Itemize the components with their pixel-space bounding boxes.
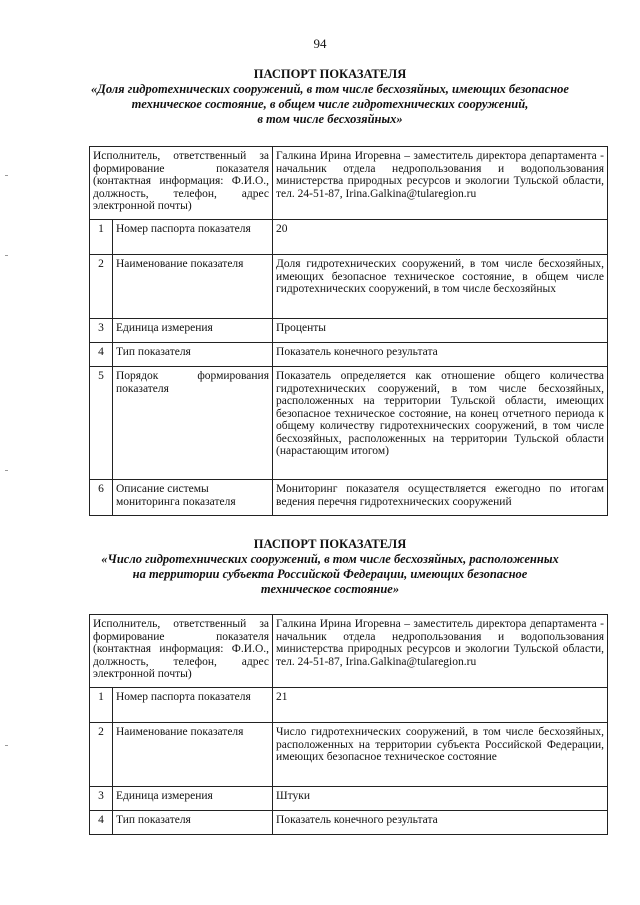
table-row [90, 147, 608, 220]
scan-mark [5, 175, 8, 176]
executor-label: Исполнитель, ответственный за формирование показателя (контактная информация: Ф.И.О., должность, телефон, адрес электронной почты) [90, 147, 273, 220]
scan-mark [5, 255, 8, 256]
table-row [90, 811, 608, 835]
passport1-subtitle-line: «Доля гидротехнических сооружений, в том числе бесхозяйных, имеющих безопасное [91, 82, 569, 96]
row-value: Проценты [273, 319, 608, 343]
passport2-subtitle-line: «Число гидротехнических сооружений, в том числе бесхозяйных, расположенных [101, 552, 559, 566]
row-label: Номер паспорта показателя [113, 220, 273, 255]
table-row [90, 220, 608, 255]
row-value: Показатель конечного результата [273, 811, 608, 835]
passport2-table [89, 614, 608, 835]
table-row [90, 723, 608, 787]
passport1-title [60, 67, 600, 127]
row-label: Наименование показателя [113, 723, 273, 787]
scan-mark [5, 745, 8, 746]
row-value: Штуки [273, 787, 608, 811]
executor-value: Галкина Ирина Игоревна – заместитель директора департамента - начальник отдела недропользования и водопользования министерства природных ресурсов и экологии Тульской области, тел. 24-51-87, Irina.Galkina@tularegion.ru [273, 147, 608, 220]
passport2-title [60, 537, 600, 597]
table-row [90, 255, 608, 319]
row-value: Доля гидротехнических сооружений, в том числе бесхозяйных, имеющих безопасное техническое состояние, в общем числе гидротехнических сооружений, в том числе бесхозяйных [273, 255, 608, 319]
row-label: Тип показателя [113, 343, 273, 367]
passport2-subtitle-line: на территории субъекта Российской Федерации, имеющих безопасное [132, 567, 528, 581]
row-number: 2 [90, 723, 113, 787]
table-row [90, 688, 608, 723]
page-number: 94 [313, 36, 327, 51]
row-number: 3 [90, 787, 113, 811]
row-number: 5 [90, 367, 113, 480]
row-label: Наименование показателя [113, 255, 273, 319]
table-row [90, 319, 608, 343]
executor-value: Галкина Ирина Игоревна – заместитель директора департамента - начальник отдела недропользования и водопользования министерства природных ресурсов и экологии Тульской области, тел. 24-51-87, Irina.Galkina@tularegion.ru [273, 615, 608, 688]
row-value: Показатель конечного результата [273, 343, 608, 367]
row-number: 4 [90, 811, 113, 835]
passport2-heading: ПАСПОРТ ПОКАЗАТЕЛЯ [253, 537, 407, 551]
row-label: Порядок формирования показателя [113, 367, 273, 480]
row-number: 2 [90, 255, 113, 319]
row-value: 21 [273, 688, 608, 723]
row-number: 3 [90, 319, 113, 343]
row-value: Число гидротехнических сооружений, в том числе бесхозяйных, расположенных на территории субъекта Российской Федерации, имеющих безопасное техническое состояние [273, 723, 608, 787]
row-label: Единица измерения [113, 319, 273, 343]
row-label: Номер паспорта показателя [113, 688, 273, 723]
row-label: Тип показателя [113, 811, 273, 835]
table-row [90, 480, 608, 516]
row-value: 20 [273, 220, 608, 255]
row-label: Единица измерения [113, 787, 273, 811]
row-number: 1 [90, 688, 113, 723]
row-value: Показатель определяется как отношение общего количества гидротехнических сооружений, в том числе бесхозяйных, расположенных на территории Тульской области, имеющих безопасное техническое состояние, на конец отчетного периода к общему количеству гидротехнических сооружений, в том числе бесхозяйных, расположенных на территории Тульской области (нарастающим итогом) [273, 367, 608, 480]
row-value: Мониторинг показателя осуществляется ежегодно по итогам ведения перечня гидротехнических сооружений [273, 480, 608, 516]
table-row [90, 343, 608, 367]
table-row [90, 615, 608, 688]
passport1-subtitle-line: техническое состояние, в общем числе гидротехнических сооружений, [131, 97, 529, 111]
passport1-subtitle-line: в том числе бесхозяйных» [257, 112, 403, 126]
table-row [90, 787, 608, 811]
row-label: Описание системы мониторинга показателя [113, 480, 273, 516]
table-row [90, 367, 608, 480]
row-number: 1 [90, 220, 113, 255]
row-number: 4 [90, 343, 113, 367]
scan-mark [5, 470, 8, 471]
row-number: 6 [90, 480, 113, 516]
executor-label: Исполнитель, ответственный за формирование показателя (контактная информация: Ф.И.О., должность, телефон, адрес электронной почты) [90, 615, 273, 688]
passport2-subtitle-line: техническое состояние» [260, 582, 400, 596]
passport1-heading: ПАСПОРТ ПОКАЗАТЕЛЯ [253, 67, 407, 81]
passport1-table [89, 146, 608, 516]
